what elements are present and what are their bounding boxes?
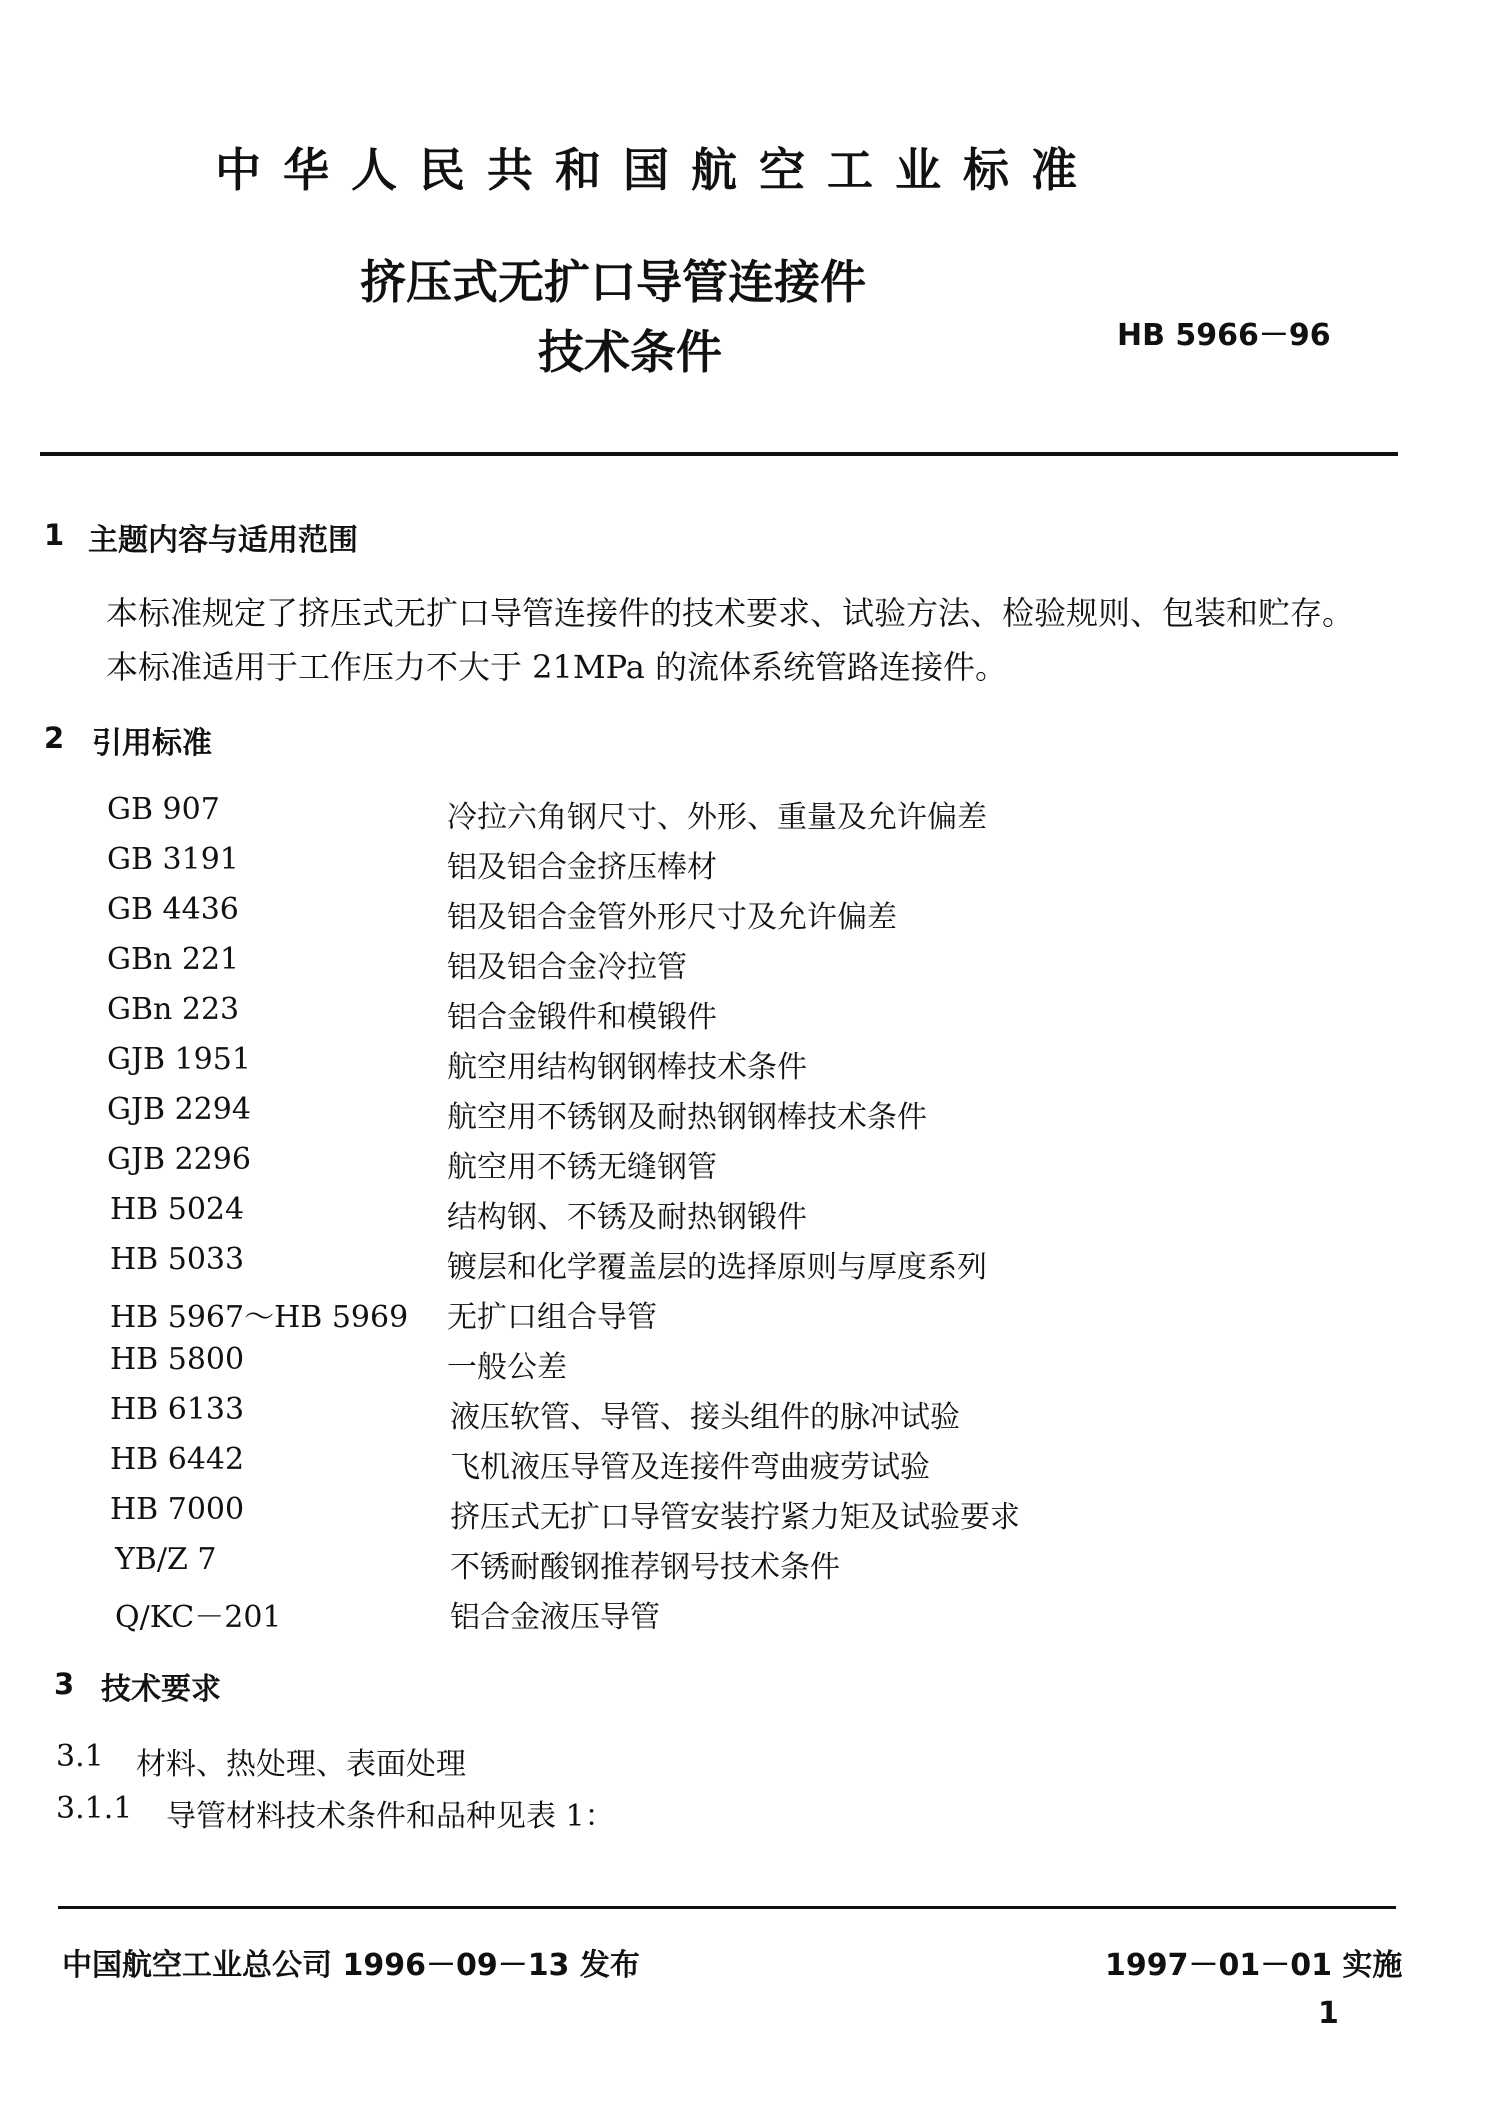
section3-number: 3 — [54, 1667, 75, 1701]
section1-paragraph-2: 本标准适用于工作压力不大于 21MPa 的流体系统管路连接件。 — [106, 648, 1008, 686]
reference-title: 液压软管、导管、接头组件的脉冲试验 — [450, 1400, 960, 1435]
reference-code: Q/KC－201 — [115, 1600, 282, 1635]
reference-code: GJB 2296 — [107, 1142, 251, 1177]
reference-title: 一般公差 — [447, 1350, 567, 1385]
issuing-authority: 中华人民共和国航空工业标准 — [215, 143, 1099, 197]
reference-title: 航空用不锈无缝钢管 — [447, 1150, 717, 1185]
reference-title: 飞机液压导管及连接件弯曲疲劳试验 — [450, 1450, 930, 1485]
reference-title: 镀层和化学覆盖层的选择原则与厚度系列 — [447, 1250, 987, 1285]
subsection-3-1-1-text: 导管材料技术条件和品种见表 1： — [166, 1799, 615, 1834]
section1-title: 主题内容与适用范围 — [88, 523, 358, 558]
reference-title: 铝合金液压导管 — [450, 1600, 660, 1635]
header-rule — [40, 452, 1398, 456]
reference-code: GBn 221 — [107, 942, 240, 977]
document-title-line2: 技术条件 — [538, 325, 722, 379]
reference-code: GBn 223 — [107, 992, 240, 1027]
reference-code: HB 5033 — [110, 1242, 245, 1277]
reference-title: 航空用不锈钢及耐热钢钢棒技术条件 — [447, 1100, 927, 1135]
reference-title: 无扩口组合导管 — [447, 1300, 657, 1335]
reference-title: 铝及铝合金管外形尺寸及允许偏差 — [447, 900, 897, 935]
reference-code: HB 5024 — [110, 1192, 245, 1227]
reference-code: HB 5967～HB 5969 — [110, 1300, 409, 1335]
section1-number: 1 — [44, 518, 65, 552]
reference-title: 不锈耐酸钢推荐钢号技术条件 — [450, 1550, 840, 1585]
reference-title: 航空用结构钢钢棒技术条件 — [447, 1050, 807, 1085]
section1-paragraph-1: 本标准规定了挤压式无扩口导管连接件的技术要求、试验方法、检验规则、包装和贮存。 — [106, 594, 1355, 632]
reference-code: GJB 2294 — [107, 1092, 251, 1127]
reference-title: 铝及铝合金挤压棒材 — [447, 850, 717, 885]
reference-code: GJB 1951 — [107, 1042, 251, 1077]
reference-code: HB 5800 — [110, 1342, 245, 1377]
reference-title: 铝及铝合金冷拉管 — [447, 950, 687, 985]
subsection-3-1-1-number: 3.1.1 — [56, 1791, 133, 1826]
reference-code: HB 6442 — [110, 1442, 245, 1477]
reference-code: YB/Z 7 — [115, 1542, 217, 1577]
reference-code: GB 4436 — [107, 892, 239, 927]
reference-title: 冷拉六角钢尺寸、外形、重量及允许偏差 — [447, 800, 987, 835]
reference-title: 挤压式无扩口导管安装拧紧力矩及试验要求 — [450, 1500, 1020, 1535]
reference-title: 结构钢、不锈及耐热钢锻件 — [447, 1200, 807, 1235]
reference-code: GB 3191 — [107, 842, 239, 877]
effective-date: 1997－01－01 实施 — [1105, 1948, 1403, 1983]
footer-rule — [58, 1906, 1396, 1909]
section2-number: 2 — [44, 721, 65, 755]
reference-code: HB 7000 — [110, 1492, 245, 1527]
subsection-3-1-number: 3.1 — [56, 1739, 104, 1774]
section3-title: 技术要求 — [101, 1672, 221, 1707]
reference-title: 铝合金锻件和模锻件 — [447, 1000, 717, 1035]
issue-date: 中国航空工业总公司 1996－09－13 发布 — [62, 1948, 640, 1983]
standard-number: HB 5966－96 — [1117, 318, 1331, 353]
reference-code: HB 6133 — [110, 1392, 245, 1427]
reference-code: GB 907 — [107, 792, 220, 827]
section2-title: 引用标准 — [92, 726, 212, 761]
subsection-3-1-title: 材料、热处理、表面处理 — [136, 1747, 466, 1782]
document-title-line1: 挤压式无扩口导管连接件 — [360, 255, 866, 309]
page-number: 1 — [1318, 1996, 1339, 2031]
